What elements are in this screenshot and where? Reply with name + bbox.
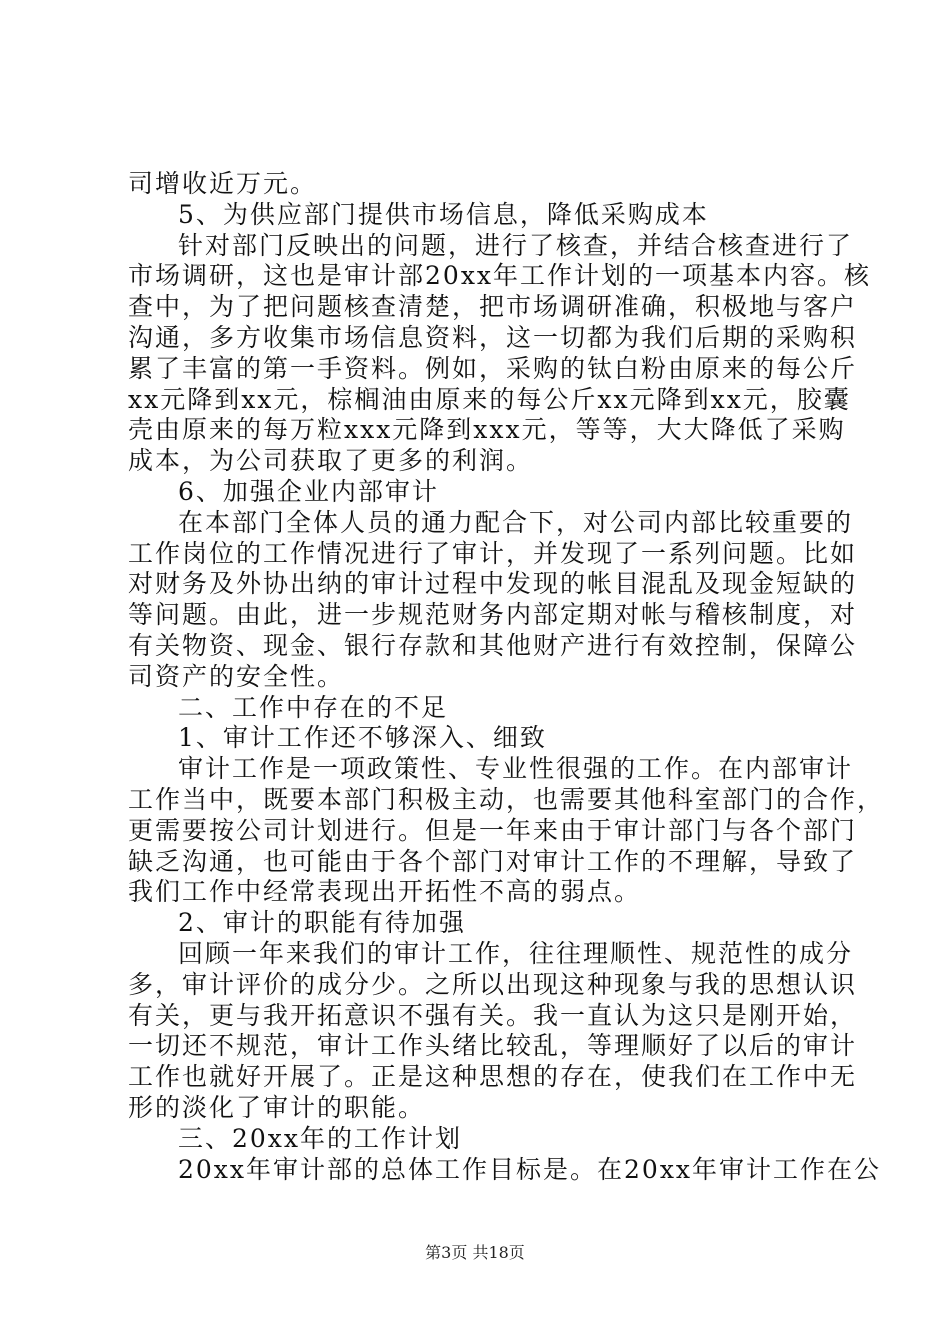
text-line: 工作也就好开展了。正是这种思想的存在，使我们在工作中无 [128,1062,858,1091]
section-heading: 三、20xx年的工作计划 [178,1124,463,1153]
text-line: 累了丰富的第一手资料。例如，采购的钛白粉由原来的每公斤 [128,354,858,383]
text-line: 形的淡化了审计的职能。 [128,1093,426,1122]
section-heading: 6、加强企业内部审计 [178,477,439,506]
text-line: 多，审计评价的成分少。之所以出现这种现象与我的思想认识 [128,970,858,999]
text-line: 市场调研，这也是审计部20xx年工作计划的一项基本内容。核 [128,261,872,290]
section-heading: 5、为供应部门提供市场信息，降低采购成本 [178,200,709,229]
text-line: 缺乏沟通，也可能由于各个部门对审计工作的不理解，导致了 [128,847,858,876]
text-line: 审计工作是一项政策性、专业性很强的工作。在内部审计 [178,754,854,783]
text-line: 有关，更与我开拓意识不强有关。我一直认为这只是刚开始， [128,1001,858,1030]
section-heading: 二、工作中存在的不足 [178,693,449,722]
text-line: 我们工作中经常表现出开拓性不高的弱点。 [128,877,642,906]
text-line: 在本部门全体人员的通力配合下，对公司内部比较重要的 [178,508,854,537]
text-line: 回顾一年来我们的审计工作，往往理顺性、规范性的成分 [178,939,854,968]
page-footer: 第3页 共18页 [425,1243,525,1262]
text-line: 更需要按公司计划进行。但是一年来由于审计部门与各个部门 [128,816,858,845]
text-line: 司资产的安全性。 [128,662,345,691]
section-heading: 1、审计工作还不够深入、细致 [178,723,547,752]
text-line: 对财务及外协出纳的审计过程中发现的帐目混乱及现金短缺的 [128,569,858,598]
text-line: 查中，为了把问题核查清楚，把市场调研准确，积极地与客户 [128,292,858,321]
text-line: 司增收近万元。 [128,169,318,198]
text-line: 20xx年审计部的总体工作目标是。在20xx年审计工作在公 [178,1155,882,1184]
text-line: 工作当中，既要本部门积极主动，也需要其他科室部门的合作， [128,785,885,814]
text-line: 沟通，多方收集市场信息资料，这一切都为我们后期的采购积 [128,323,858,352]
text-line: 有关物资、现金、银行存款和其他财产进行有效控制，保障公 [128,631,858,660]
section-heading: 2、审计的职能有待加强 [178,908,466,937]
text-line: 壳由原来的每万粒xxx元降到xxx元，等等，大大降低了采购 [128,415,846,444]
text-line: 等问题。由此，进一步规范财务内部定期对帐与稽核制度，对 [128,600,858,629]
text-line: 工作岗位的工作情况进行了审计，并发现了一系列问题。比如 [128,539,858,568]
text-line: 成本，为公司获取了更多的利润。 [128,446,534,475]
text-line: 针对部门反映出的问题，进行了核查，并结合核查进行了 [178,231,854,260]
text-line: 一切还不规范，审计工作头绪比较乱，等理顺好了以后的审计 [128,1031,858,1060]
text-line: xx元降到xx元，棕榈油由原来的每公斤xx元降到xx元，胶囊 [128,385,851,414]
